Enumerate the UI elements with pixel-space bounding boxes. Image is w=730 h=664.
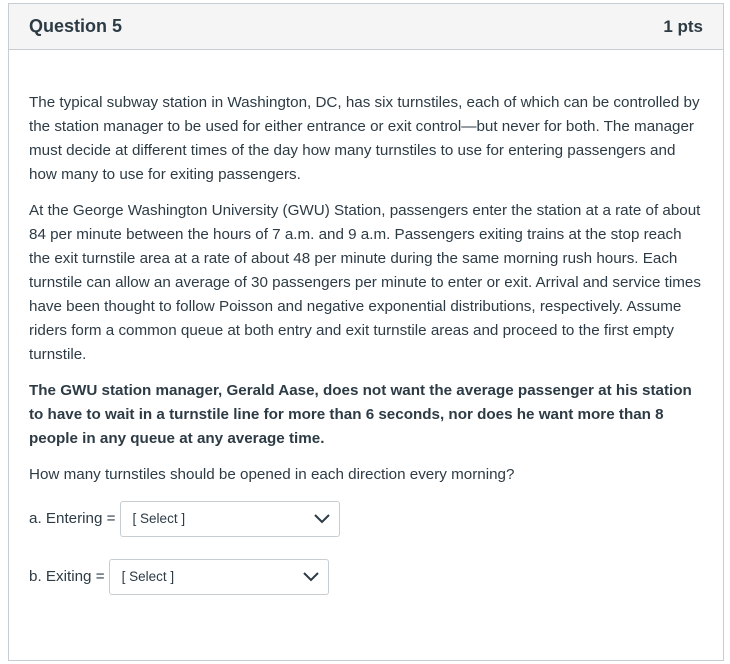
question-title: Question 5 xyxy=(29,16,123,36)
answer-row-entering xyxy=(29,501,705,537)
question-card xyxy=(8,3,724,661)
question-body xyxy=(9,50,723,595)
exiting-label: b. Exiting = xyxy=(29,568,105,585)
question-points: 1 pts xyxy=(663,16,703,36)
question-prompt: How many turnstiles should be opened in each direction every morning? xyxy=(29,466,515,483)
chevron-down-icon xyxy=(302,571,320,583)
answer-row-exiting xyxy=(29,559,705,595)
entering-label: a. Entering = xyxy=(29,510,116,527)
question-paragraph-bold: The GWU station manager, Gerald Aase, does not want the average passenger at his station to have to wait in a turnstile line for more than 6 seconds, nor does he want more than 8 people in any queue at any average time. xyxy=(29,382,692,447)
question-paragraph: The typical subway station in Washington, DC, has six turnstiles, each of which can be controlled by the station manager to be used for either entrance or exit control—but never for both. The manager must decide at different times of the day how many turnstiles to use for entering passengers and how many to use for exiting passengers. xyxy=(29,94,700,183)
chevron-down-icon xyxy=(313,513,331,525)
question-header xyxy=(9,4,723,50)
exiting-select-value: [ Select ] xyxy=(121,569,175,584)
entering-select-value: [ Select ] xyxy=(132,511,186,526)
entering-select[interactable] xyxy=(120,501,340,537)
exiting-select[interactable] xyxy=(109,559,329,595)
question-paragraph: At the George Washington University (GWU) Station, passengers enter the station at a rate of about 84 per minute between the hours of 7 a.m. and 9 a.m. Passengers exiting trains at the stop reach the exit turnstile area at a rate of about 48 per minute during the same morning rush hours. Each turnstile can allow an average of 30 passengers per minute to enter or exit. Arrival and service times have been thought to follow Poisson and negative exponential distributions, respectively. Assume riders form a common queue at both entry and exit turnstile areas and proceed to the first empty turnstile. xyxy=(29,202,701,363)
